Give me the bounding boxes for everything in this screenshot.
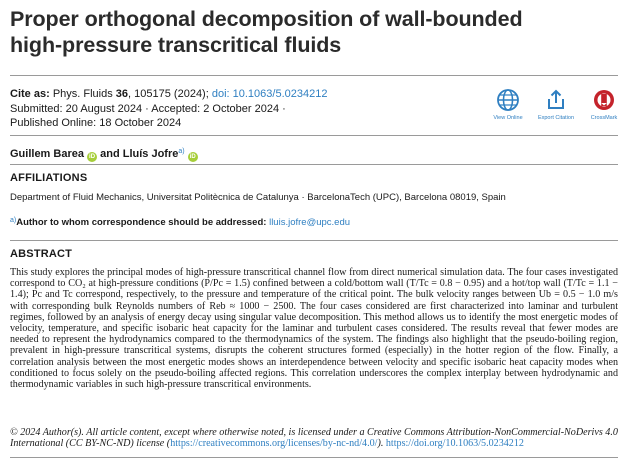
doi-url-link[interactable]: https://doi.org/10.1063/5.0234212: [385, 438, 524, 450]
affiliations-heading: AFFILIATIONS: [10, 172, 88, 184]
author-affiliation-marker: a): [178, 148, 185, 155]
crossmark-label: CrossMark: [590, 115, 618, 121]
author-conjunction: and: [100, 148, 120, 160]
cite-volume: 36: [115, 88, 129, 100]
crossmark-icon: [592, 88, 616, 112]
license-statement: [10, 427, 618, 449]
cite-journal: Phys. Fluids: [52, 88, 113, 100]
abstract-heading: ABSTRACT: [10, 248, 73, 260]
article-actions: [484, 88, 624, 128]
export-citation-button[interactable]: [532, 88, 580, 121]
submitted-line: Submitted: 20 August 2024 · Accepted: 2 October 2024 ·: [10, 102, 286, 115]
divider: [10, 75, 618, 76]
citation-block: [10, 87, 470, 131]
cite-article: , 105175 (2024);: [128, 88, 209, 100]
abstract-text: This study explores the principal modes of high-pressure transcritical channel flow from direct numerical simulation data. The four cases investigated correspond to CO₂ at high-pressure conditions (P/Pc = 1.5) confined between a cold/bottom wall (T/Tc = 0.8 − 0.95) and a hot/top wall (T/Tc = 1.1 − 1.4); Pc and Tc correspond, respectively, to the pressure and temperature of the critical point. The bulk velocity ranges between Ub = 0.5 − 1.0 m/s with corresponding bulk Reynolds numbers of Reb ≈ 1000 − 2500. The four cases considered are first characterized into laminar and turbulent regimes, followed by an analysis of energy decay using singular value decomposition. This method allows us to identify the most energetic modes of velocity, temperature, and specific isobaric heat capacity for the laminar and turbulent cases considered. The results reveal that fewer modes are needed to represent the hydrodynamics compared to the thermodynamics of the system. The findings also highlight that the pseudo-boiling region, prevalent in high-pressure transcritical systems, disrupts the coherent structures formed (especially) in the hotter region of the flow. Finally, a correlation analysis between the most energetic modes shows an interdependence between velocity and specific isobaric heat capacity modes when conditioned to focus solely on the pseudo-boiling affected regions. This correlation underscores the complex interplay between hydrodynamic and thermodynamic variables in such high-pressure transcritical environments.: [10, 267, 618, 391]
export-icon: [544, 88, 568, 112]
divider: [10, 457, 618, 458]
divider: [10, 164, 618, 165]
article-title: [10, 6, 618, 58]
email-link[interactable]: lluis.jofre@upc.edu: [269, 217, 351, 228]
orcid-icon[interactable]: iD: [89, 154, 96, 160]
correspondence-marker: a): [10, 217, 17, 224]
title-line-1: Proper orthogonal decomposition of wall-bounded: [10, 7, 523, 31]
citation-line: [10, 87, 470, 102]
divider: [10, 240, 618, 241]
globe-icon: [496, 88, 520, 112]
title-line-2: high-pressure transcritical fluids: [10, 33, 342, 57]
correspondence-line: [10, 215, 350, 229]
cite-label: Cite as:: [10, 88, 50, 100]
view-online-button[interactable]: [484, 88, 532, 121]
license-text: © 2024 Author(s). All article content, except where otherwise noted, is licensed under a Creative Commons Attribution-NonCommercial-NoDerivs 4.0 International (CC BY-NC-ND) license (: [10, 427, 618, 450]
author-list: [10, 145, 198, 162]
doi-link[interactable]: doi: 10.1063/5.0234212: [211, 88, 328, 100]
orcid-icon[interactable]: iD: [189, 154, 196, 160]
affiliation-text: Department of Fluid Mechanics, Universitat Politècnica de Catalunya · BarcelonaTech (UPC), Barcelona 08019, Spain: [10, 192, 506, 203]
correspondence-label: Author to whom correspondence should be addressed:: [16, 217, 267, 228]
author-name[interactable]: Lluís Jofre: [122, 148, 179, 160]
divider: [10, 135, 618, 136]
view-online-label: View Online: [493, 115, 523, 121]
published-line: Published Online: 18 October 2024: [10, 117, 182, 129]
export-citation-label: Export Citation: [537, 115, 575, 121]
license-separator: ).: [377, 438, 386, 450]
crossmark-button[interactable]: [580, 88, 626, 121]
license-url-link[interactable]: https://creativecommons.org/licenses/by-nc-nd/4.0/: [170, 438, 378, 450]
author-name[interactable]: Guillem Barea: [10, 148, 84, 160]
